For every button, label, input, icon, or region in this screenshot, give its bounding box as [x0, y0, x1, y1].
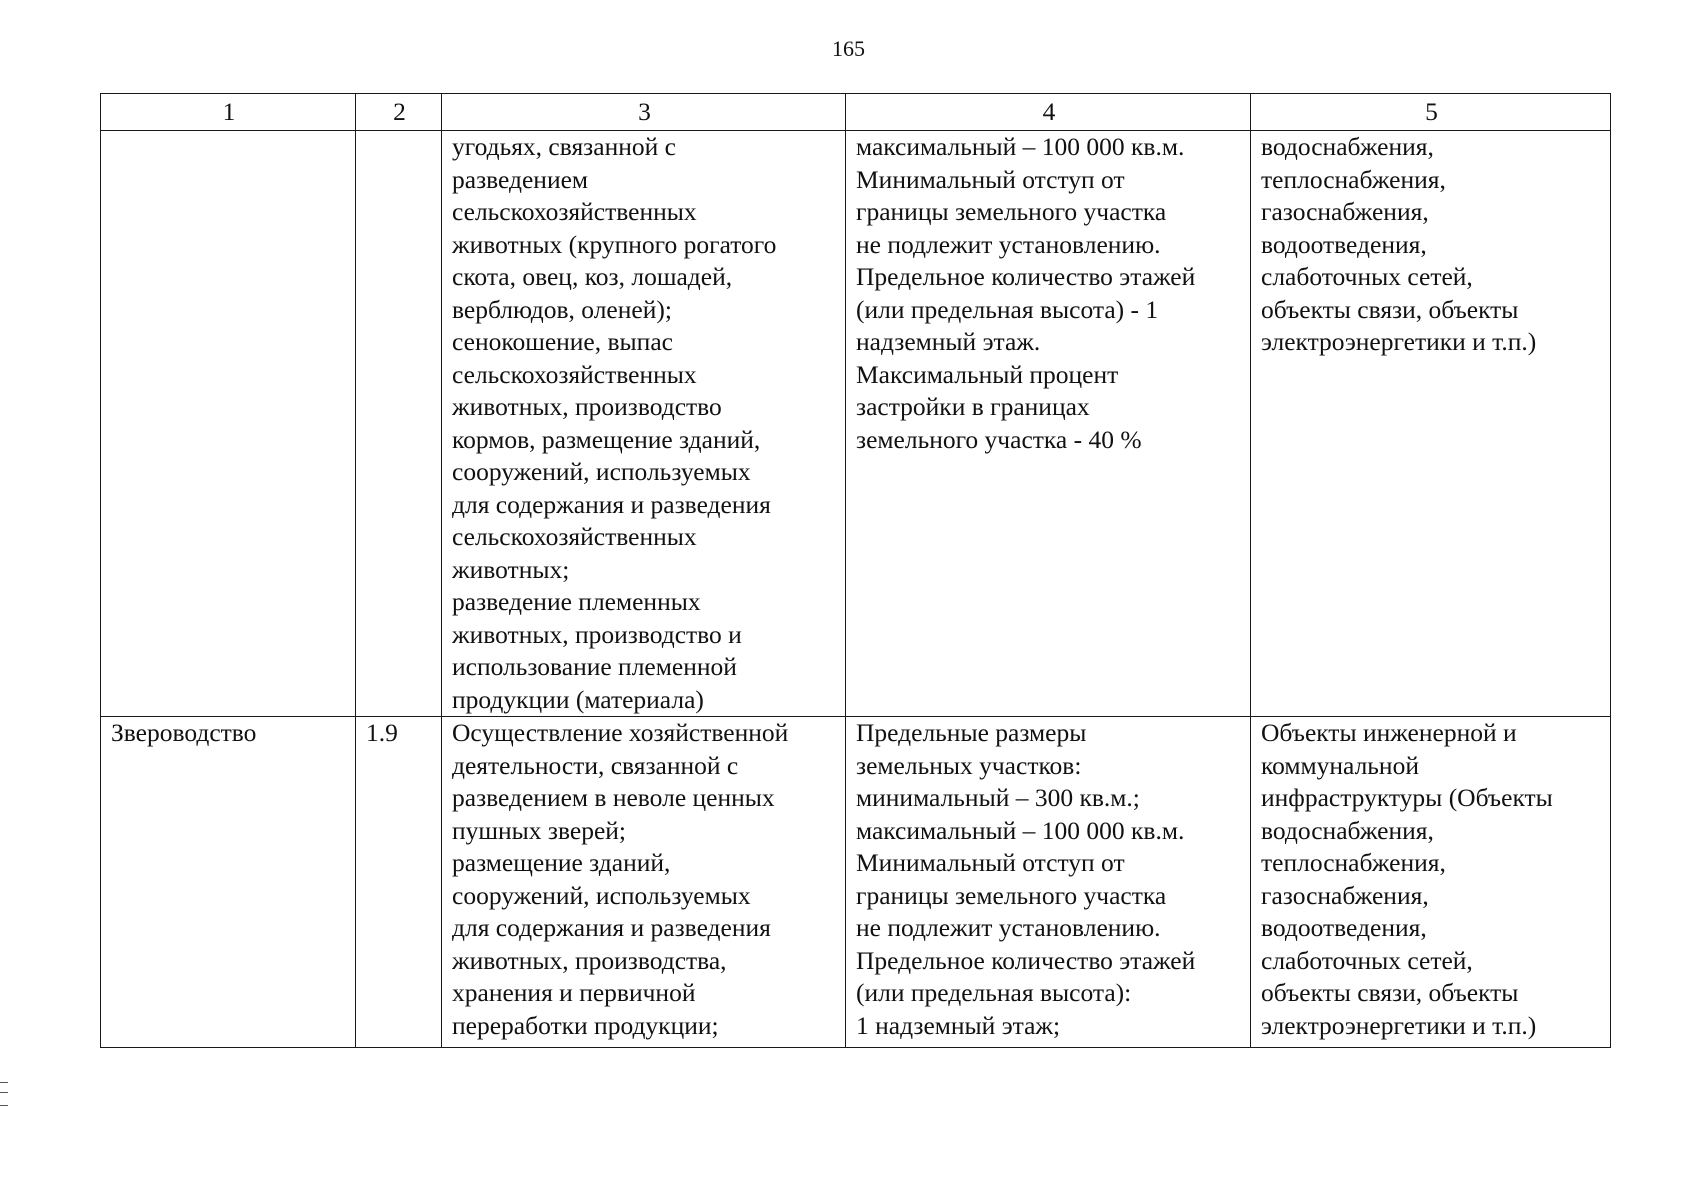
- cell-use-code: [356, 131, 442, 717]
- table-row: [101, 717, 1611, 1048]
- cell-use-description: Осуществление хозяйственной деятельности, связанной с разведением в неволе ценных пушных зверей; размещение зданий, сооружений, используемых для содержания и разведения животных, производства, хранения и первичной переработки продукции;: [442, 717, 846, 1048]
- header-col-1: 1: [101, 94, 356, 131]
- header-col-4: 4: [846, 94, 1251, 131]
- cell-use-name: Звероводство: [101, 717, 356, 1048]
- cell-limits: Предельные размеры земельных участков: минимальный – 300 кв.м.; максимальный – 100 000 кв.м. Минимальный отступ от границы земельного участка не подлежит установлению. Предельное количество этажей (или предельная высота): 1 надземный этаж;: [846, 717, 1251, 1048]
- zoning-table: [100, 93, 1611, 1048]
- scan-margin-mark: [0, 1082, 8, 1106]
- header-col-5: 5: [1251, 94, 1611, 131]
- header-col-3: 3: [442, 94, 846, 131]
- header-col-2: 2: [356, 94, 442, 131]
- cell-auxiliary-objects: водоснабжения, теплоснабжения, газоснабжения, водоотведения, слаботочных сетей, объекты связи, объекты электроэнергетики и т.п.): [1251, 131, 1611, 717]
- cell-limits: максимальный – 100 000 кв.м. Минимальный отступ от границы земельного участка не подлежит установлению. Предельное количество этажей (или предельная высота) - 1 надземный этаж. Максимальный процент застройки в границах земельного участка - 40 %: [846, 131, 1251, 717]
- cell-use-code: 1.9: [356, 717, 442, 1048]
- page-number: 165: [832, 36, 865, 61]
- cell-use-description: угодьях, связанной с разведением сельскохозяйственных животных (крупного рогатого скота, овец, коз, лошадей, верблюдов, оленей); сенокошение, выпас сельскохозяйственных животных, производство кормов, размещение зданий, сооружений, используемых для содержания и разведения сельскохозяйственных животных; разведение племенных животных, производство и использование племенной продукции (материала): [442, 131, 846, 717]
- table-header-row: [101, 94, 1611, 131]
- table-row: [101, 131, 1611, 717]
- cell-auxiliary-objects: Объекты инженерной и коммунальной инфраструктуры (Объекты водоснабжения, теплоснабжения, газоснабжения, водоотведения, слаботочных сетей, объекты связи, объекты электроэнергетики и т.п.): [1251, 717, 1611, 1048]
- cell-use-name: [101, 131, 356, 717]
